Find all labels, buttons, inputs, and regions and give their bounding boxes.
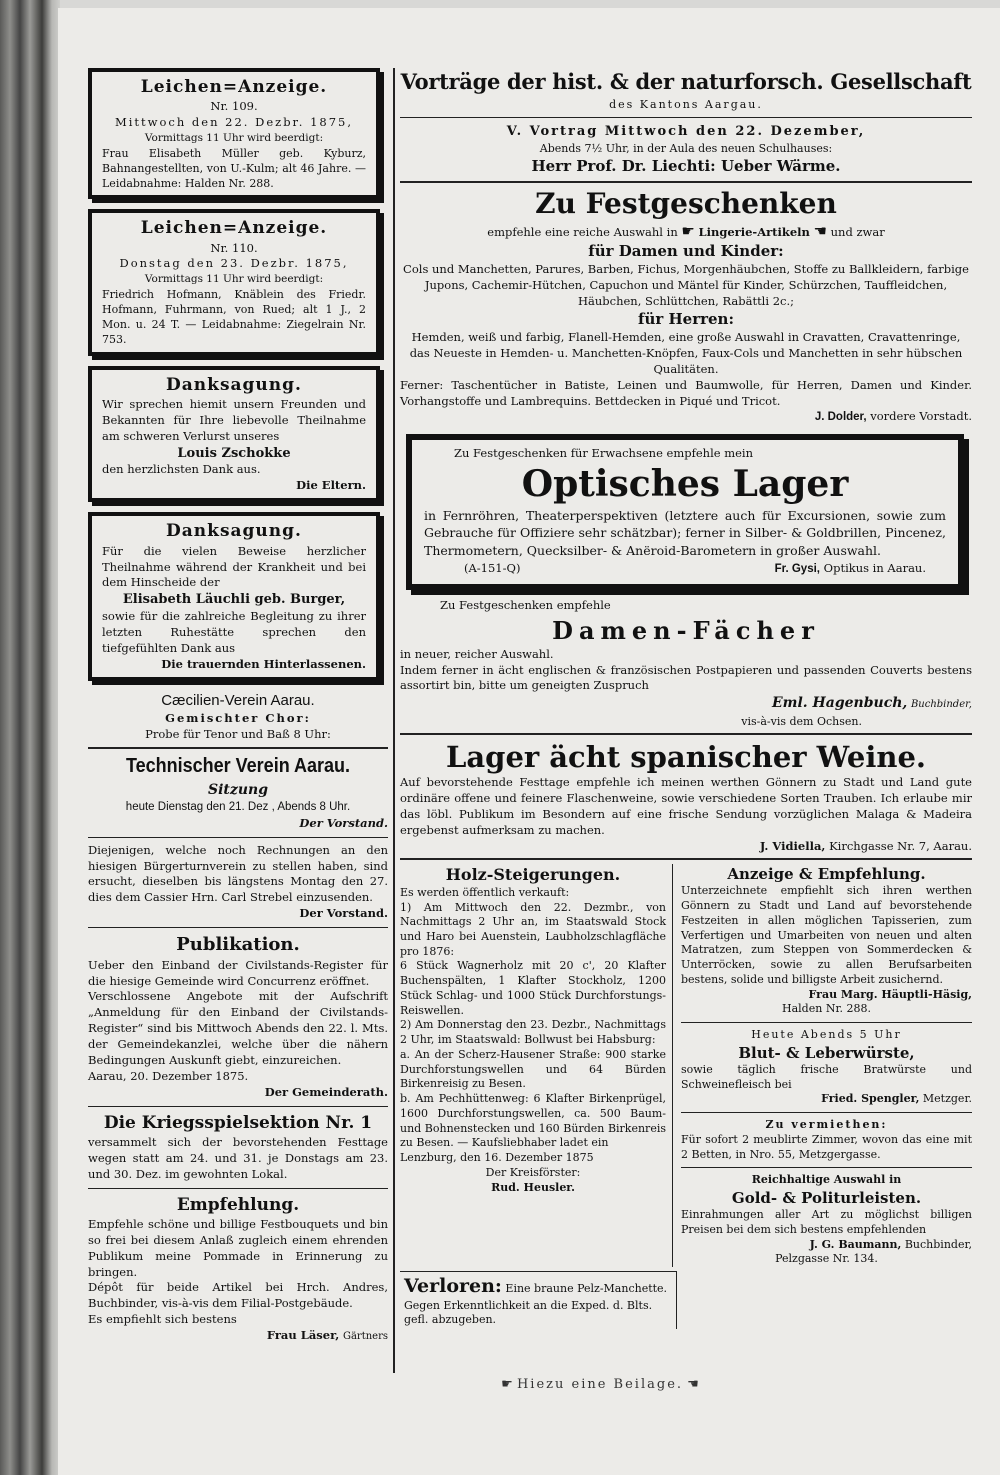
gold-sign3: Pelzgasse Nr. 134. bbox=[775, 1252, 878, 1266]
faecher-text1: in neuer, reicher Auswahl. bbox=[400, 646, 554, 661]
festgeschenke-damen-text: Cols und Manchetten, Parures, Barben, Fichus, Morgenhäubchen, Stoffe zu Ballkleidern, farbige Jupons, Cachemir-Hütchen, Capuchon und Mäntel für Kinder, Schürzchen, Tauffleidchen, Häubchen, Schlüttchen, Rabättli 2c.; bbox=[403, 261, 969, 308]
publikation-sign: Der Gemeinderath. bbox=[264, 1084, 388, 1099]
festgeschenke-damen: für Damen und Kinder: bbox=[588, 242, 784, 261]
optisch-sign2: Optikus in Aarau. bbox=[823, 560, 926, 575]
book-spine bbox=[0, 0, 60, 1475]
gold-title1: Reichhaltige Auswahl in bbox=[751, 1173, 902, 1187]
holz-p1: 1) Am Mittwoch den 22. Dezmbr., von Nachmittags 2 Uhr an, im Staatswald Stock und Haro bei Auenstein, Laubholzschlagfläche pro 1876: bbox=[400, 900, 666, 958]
leichen-nr-110: Nr. 110. bbox=[210, 240, 258, 255]
blut-sign: Fried. Spengler, bbox=[821, 1092, 920, 1106]
festgeschenke-herren-text: Hemden, weiß und farbig, Flanell-Hemden, eine große Auswahl in Cravatten, Cravattenringe, das Neueste in Hemden- u. Manchetten-Knöpfen, Faux-Cols und Manchetten in sehr hübschen Qualitäten. bbox=[409, 330, 963, 376]
empfehlung-title: Empfehlung. bbox=[176, 1194, 300, 1215]
verloren-ad bbox=[400, 1271, 677, 1329]
hand-icon: ☚ bbox=[687, 1377, 699, 1392]
leichen-date-109: Mittwoch den 22. Dezbr. 1875, bbox=[114, 115, 354, 130]
festgeschenke-sign: J. Dolder, bbox=[814, 411, 867, 424]
holz-date: Lenzburg, den 16. Dezember 1875 bbox=[400, 1151, 594, 1165]
dank2-text2: sowie für die zahlreiche Begleitung zu ihrer letzten Ruhestätte sprechen den tiefgefühlten Dank aus bbox=[102, 609, 366, 655]
holz-pa: a. An der Scherz-Hausener Straße: 900 starke Durchforstungswellen und 64 Bürden Birkenreisig zu Besen. bbox=[400, 1047, 666, 1091]
vortraege-title: Vorträge der hist. & der naturforsch. Gesellschaft bbox=[400, 69, 972, 94]
optisch-text: in Fernröhren, Theaterperspektiven (letztere auch für Excursionen, sowie zum Gebrauche für Offiziere sehr schätzbar); ferner in Silber- & Goldbrillen, Pincenez, Thermometern, Quecksilber- & Anëroid-Barometern in großer Auswahl. bbox=[424, 508, 946, 558]
vortraege-line3: Herr Prof. Dr. Liechti: Ueber Wärme. bbox=[531, 157, 841, 176]
leichen-anzeige-109 bbox=[88, 68, 380, 199]
holz-title: Holz-Steigerungen. bbox=[445, 865, 621, 885]
dank1-title: Danksagung. bbox=[166, 374, 302, 395]
rule bbox=[400, 733, 972, 735]
festgeschenke-title: Zu Festgeschenken bbox=[535, 186, 837, 220]
rule bbox=[400, 117, 972, 118]
festgeschenke-herren: für Herren: bbox=[638, 310, 734, 329]
buergerturn-text: Diejenigen, welche noch Rechnungen an den hiesigen Bürgerturnverein zu stellen haben, sind ersucht, dieselben bis längstens Montag den 27. dies dem Cassier Hrn. Carl Strebel einzusenden. bbox=[88, 842, 388, 905]
spanische-weine-ad bbox=[400, 739, 972, 855]
optisch-intro: Zu Festgeschenken für Erwachsene empfehle mein bbox=[454, 446, 753, 461]
vermieten-ad bbox=[681, 1118, 972, 1162]
empfehlung-text2: Dépôt für beide Artikel bei Hrch. Andres, Buchbinder, vis-à-vis dem Filial-Postgebäude. bbox=[88, 1280, 388, 1311]
column-divider bbox=[393, 68, 395, 1373]
gold-title2: Gold- & Politurleisten. bbox=[731, 1189, 922, 1208]
festgeschenke-lingerie: Lingerie-Artikeln bbox=[698, 224, 810, 239]
verloren-text: Eine braune Pelz-Manchette. Gegen Erkenntlichkeit an die Exped. d. Blts. gefl. abzugeben. bbox=[404, 1282, 668, 1327]
dank1-sign: Die Eltern. bbox=[296, 478, 366, 493]
pointing-hand-right-icon: ☛ bbox=[681, 221, 695, 240]
rule bbox=[400, 181, 972, 183]
festgeschenke-ferner: Ferner: Taschentücher in Batiste, Leinen und Baumwolle, für Herren, Damen und Kinder. Vorhangstoffe und Lambrequins. Bettdecken in Piqué und Tricot. bbox=[400, 377, 972, 408]
holz-sign: Der Kreisförster: bbox=[485, 1165, 581, 1179]
technischer-verein bbox=[88, 753, 388, 832]
leichen-title-110: Leichen=Anzeige. bbox=[140, 218, 328, 239]
beilage-note bbox=[400, 1377, 800, 1392]
publikation-text1: Ueber den Einband der Civilstands-Register für die hiesige Gemeinde wird Concurrenz eröffnet. bbox=[88, 957, 388, 988]
caecilien-sub: Gemischter Chor: bbox=[165, 711, 311, 726]
caecilien-title: Cæcilien-Verein Aarau. bbox=[161, 691, 315, 709]
faecher-sign: Eml. Hagenbuch, bbox=[772, 695, 908, 712]
leichen-anzeige-110 bbox=[88, 209, 380, 355]
beilage-text: Hiezu eine Beilage. bbox=[516, 1377, 684, 1392]
empfehlung-text3: Es empfiehlt sich bestens bbox=[88, 1312, 237, 1327]
rule bbox=[88, 1106, 388, 1107]
buergerturn-sign: Der Vorstand. bbox=[299, 906, 388, 921]
holz-intro: Es werden öffentlich verkauft: bbox=[400, 885, 570, 899]
rule bbox=[88, 927, 388, 928]
leichen-text-109: Frau Elisabeth Müller geb. Kyburz, Bahnangestellten, von U.-Kulm; alt 46 Jahre. — Leidabnahme: Halden Nr. 288. bbox=[102, 146, 366, 190]
empfehlung-laeser bbox=[88, 1194, 388, 1344]
verloren-title: Verloren: bbox=[404, 1275, 502, 1298]
goldleisten-ad bbox=[681, 1173, 972, 1267]
technischer-line: heute Dienstag den 21. Dez , Abends 8 Uhr. bbox=[125, 800, 351, 813]
festgeschenke-intro: empfehle eine reiche Auswahl in bbox=[487, 224, 678, 239]
kriegsspielsektion bbox=[88, 1112, 388, 1183]
anzeige-text: Unterzeichnete empfiehlt sich ihren werthen Gönnern zu Stadt und Land auf bevorstehende Festzeiten in allen möglichen Tapisserien, zum Verfertigen und Umarbeiten von neuen und alten Matratzen, zum Steppen von Sommerdecken & Unterröcken, sowie zu allen Berufsarbeiten bestens, solide und billigste Arbeit zusichernd. bbox=[681, 884, 972, 986]
technischer-sub: Sitzung bbox=[208, 781, 268, 798]
dank2-name: Elisabeth Läuchli geb. Burger, bbox=[122, 592, 346, 608]
optisch-sign: Fr. Gysi, bbox=[774, 562, 820, 575]
leichen-date-110: Donstag den 23. Dezbr. 1875, bbox=[119, 256, 349, 271]
dank1-name: Louis Zschokke bbox=[177, 445, 291, 461]
rule bbox=[88, 1188, 388, 1189]
vortraege-line2: Abends 7½ Uhr, in der Aula des neuen Schulhauses: bbox=[539, 142, 833, 156]
technischer-sign: Der Vorstand. bbox=[299, 815, 388, 830]
vortraege-ad bbox=[400, 68, 972, 177]
gold-sign2: Buchbinder, bbox=[904, 1237, 972, 1251]
leichen-nr-109: Nr. 109. bbox=[210, 99, 258, 114]
faecher-title: Damen-Fächer bbox=[552, 615, 820, 645]
vermieten-text: Für sofort 2 meublirte Zimmer, wovon das eine mit 2 Betten, in Nro. 55, Metzgergasse. bbox=[681, 1132, 972, 1161]
publikation-text2: Verschlossene Angebote mit der Aufschrift „Anmeldung für den Einband der Civilstands-Register“ sind bis Mittwoch Abends den 22. l. Mts. der Gemeindekanzlei, welche über die nähern Bedingungen Auskunft giebt, einzureichen. bbox=[88, 989, 388, 1067]
anzeige-empfehlung-ad bbox=[681, 864, 972, 1017]
left-column bbox=[88, 68, 388, 1373]
faecher-intro: Zu Festgeschenken empfehle bbox=[440, 597, 611, 612]
rule bbox=[400, 858, 972, 860]
optisch-code: (A-151-Q) bbox=[464, 560, 521, 575]
leichen-title-109: Leichen=Anzeige. bbox=[140, 77, 328, 97]
rule bbox=[681, 1112, 972, 1113]
blut-intro: Heute Abends 5 Uhr bbox=[751, 1028, 902, 1042]
blut-sign2: Metzger. bbox=[922, 1092, 972, 1106]
holz-p1b: 6 Stück Wagnerholz mit 20 c', 20 Klafter Buchenspälten, 1 Klafter Stockholz, 1200 Stück Schlag- und 1000 Stück Durchforstungs-Reiswellen. bbox=[400, 959, 666, 1017]
weine-sign: J. Vidiella, bbox=[759, 838, 826, 853]
weine-sign2: Kirchgasse Nr. 7, Aarau. bbox=[829, 838, 972, 853]
kriegsspiel-title: Die Kriegsspielsektion Nr. 1 bbox=[103, 1112, 373, 1133]
empfehlung-sign: Frau Läser, bbox=[266, 1328, 340, 1342]
holz-p2: 2) Am Donnerstag den 23. Dezbr., Nachmittags 2 Uhr, im Staatswald: Bollwust bei Habsburg: bbox=[400, 1018, 666, 1047]
anzeige-title: Anzeige & Empfehlung. bbox=[727, 865, 926, 884]
optisches-lager-ad bbox=[406, 434, 964, 589]
faecher-sign3: vis-à-vis dem Ochsen. bbox=[741, 714, 862, 728]
holz-steigerungen-ad bbox=[400, 864, 672, 1267]
publikation-date: Aarau, 20. Dezember 1875. bbox=[88, 1068, 249, 1083]
dank1-text: Wir sprechen hiemit unsern Freunden und Bekannten für Ihre liebevolle Theilnahme am schweren Verlurst unseres bbox=[102, 396, 366, 443]
technischer-title: Technischer Verein Aarau. bbox=[125, 755, 351, 778]
faecher-sign2: Buchbinder, bbox=[910, 699, 972, 711]
vortraege-line1: V. Vortrag Mittwoch den 22. Dezember, bbox=[506, 124, 866, 140]
pointing-hand-left-icon: ☚ bbox=[813, 221, 827, 240]
leichen-time-109: Vormittags 11 Uhr wird beerdigt: bbox=[144, 132, 324, 145]
blutwurst-ad bbox=[681, 1028, 972, 1107]
festgeschenke-sign2: vordere Vorstadt. bbox=[870, 409, 972, 424]
hand-icon: ☛ bbox=[501, 1377, 513, 1392]
dank2-sign: Die trauernden Hinterlassenen. bbox=[161, 656, 366, 671]
weine-title: Lager ächt spanischer Weine. bbox=[445, 739, 926, 774]
caecilien-verein bbox=[88, 691, 388, 743]
right-column bbox=[400, 68, 972, 1373]
holz-sign2: Rud. Heusler. bbox=[491, 1180, 575, 1194]
danksagung-laeuchli bbox=[88, 512, 380, 680]
weine-text: Auf bevorstehende Festtage empfehle ich meinen werthen Gönnern zu Stadt und Land gute ordinäre offene und feinere Flaschenweine, sowie verschiedene Sorten Trauben. Ich erlaube mir das löbl. Publikum im Besondern auf eine frische Sendung vorzüglichen Malaga & Madeira ergebenst aufmerksam zu machen. bbox=[400, 775, 972, 837]
anzeige-sign2: Halden Nr. 288. bbox=[782, 1002, 871, 1016]
empfehlung-text: Empfehle schöne und billige Festbouquets und bin so frei bei diesem Anlaß zugleich einem ehrenden Publikum meine Pommade in Erinnerung zu bringen. bbox=[88, 1216, 388, 1279]
anzeige-sign: Frau Marg. Häuptli-Häsig, bbox=[808, 987, 972, 1001]
dank2-title: Danksagung. bbox=[166, 521, 302, 542]
vortraege-sub: des Kantons Aargau. bbox=[609, 97, 763, 111]
festgeschenke-ad bbox=[400, 187, 972, 426]
publikation bbox=[88, 933, 388, 1101]
caecilien-text: Probe für Tenor und Baß 8 Uhr: bbox=[145, 727, 331, 742]
leichen-time-110: Vormittags 11 Uhr wird beerdigt: bbox=[144, 273, 324, 286]
dank1-text2: den herzlichsten Dank aus. bbox=[102, 462, 261, 477]
holz-pb: b. Am Pechhüttenweg: 6 Klafter Birkenprügel, 1600 Durchforstungswellen, ca. 500 Baum- und Bohnenstecken und 160 Bürden Birkenreis zu Besen. — Kaufsliebhaber ladet ein bbox=[400, 1092, 666, 1150]
rule bbox=[88, 837, 388, 838]
danksagung-zschokke bbox=[88, 366, 380, 503]
festgeschenke-und: und zwar bbox=[830, 224, 885, 239]
gold-sign: J. G. Baumann, bbox=[809, 1237, 902, 1251]
rule bbox=[681, 1167, 972, 1168]
optisch-title: Optisches Lager bbox=[521, 463, 849, 506]
empfehlung-sign2: Gärtners bbox=[342, 1331, 388, 1342]
faecher-ad bbox=[400, 598, 972, 729]
kriegsspiel-text: versammelt sich der bevorstehenden Festtage wegen statt am 24. und 31. je Donstags am 23. und 30. Dez. im gewohnten Lokal. bbox=[88, 1134, 388, 1181]
vermieten-title: Zu vermiethen: bbox=[765, 1118, 888, 1132]
rule bbox=[681, 1022, 972, 1023]
blut-text: sowie täglich frische Bratwürste und Schweinefleisch bei bbox=[681, 1062, 972, 1091]
faecher-text2: Indem ferner in ächt englischen & französischen Postpapieren und passenden Couverts bestens assortirt bin, bitte um geneigten Zuspruch bbox=[400, 662, 972, 693]
leichen-text-110: Friedrich Hofmann, Knäblein des Friedr. Hofmann, Fuhrmann, von Rued; alt 1 J., 2 Mon. u. 24 T. — Leidabnahme: Ziegelrain Nr. 753. bbox=[102, 287, 366, 347]
dank2-text: Für die vielen Beweise herzlicher Theilnahme während der Krankheit und bei dem Hinscheide der bbox=[102, 543, 366, 590]
buergerturnverein bbox=[88, 843, 388, 922]
rule bbox=[88, 747, 388, 749]
gold-text: Einrahmungen aller Art zu möglichst billigen Preisen bei dem sich bestens empfehlenden bbox=[681, 1208, 972, 1236]
publikation-title: Publikation. bbox=[176, 933, 300, 955]
blut-title: Blut- & Leberwürste, bbox=[738, 1043, 915, 1062]
